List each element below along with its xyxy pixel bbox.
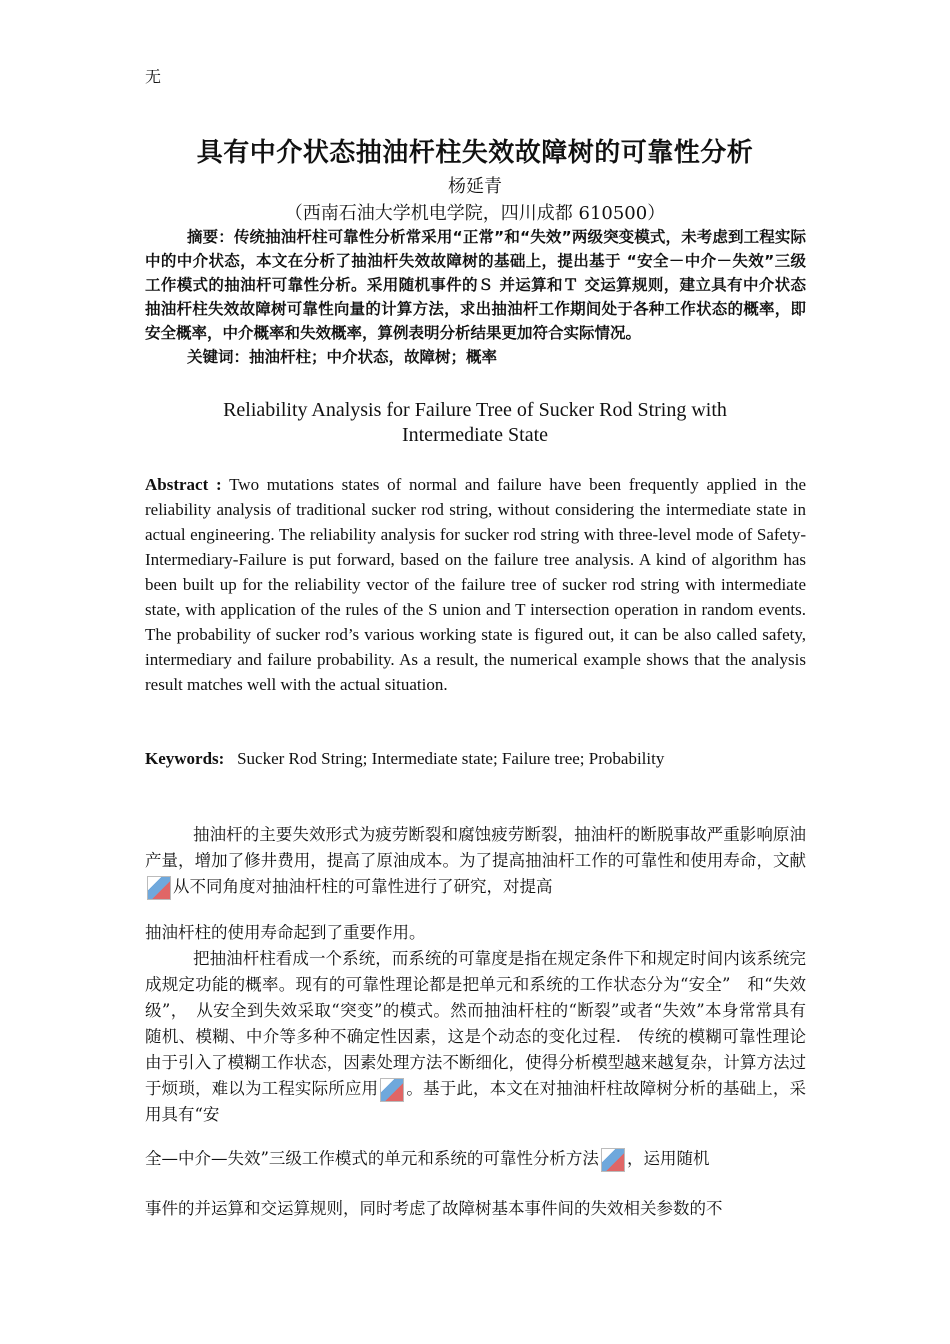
- body-paragraph-1: [145, 822, 806, 900]
- english-abstract: [145, 472, 806, 697]
- header-mark: 无: [145, 67, 162, 86]
- english-abstract-text: Two mutations states of normal and failure have been frequently applied in the reliability analysis of traditional sucker rod string, without considering the intermediate state in actual engineering. The reliability analysis for sucker rod string with three-level mode of Safety-Intermediary-Failure is put forward, based on the failure tree analysis. A kind of algorithm has been built up for the reliability vector of the failure tree of sucker rod string with intermediate state, with application of the rules of the S union and T intersection operation in random events. The probability of sucker rod’s various working state is figured out, it can be also called safety, intermediary and failure probability. As a result, the numerical example shows that the analysis result matches well with the actual situation.: [145, 475, 806, 694]
- body-line: [145, 1146, 806, 1172]
- chinese-abstract: 摘要：传统抽油杆柱可靠性分析常采用“正常”和“失效”两级突变模式，未考虑到工程实际中的中介状态，本文在分析了抽油杆失效故障树的基础上，提出基于 “安全－中介－失效”三级工作模式的抽油杆可靠性分析。采用随机事件的Ｓ 并运算和Ｔ 交运算规则，建立具有中介状态抽油杆柱失效故障树可靠性向量的计算方法，求出抽油杆工作期间处于各种工作状态的概率，即安全概率，中介概率和失效概率，算例表明分析结果更加符合实际情况。: [145, 228, 806, 342]
- body-text: 。基于此，本文在对抽油杆柱故障树分析的基础上，采用具有“安: [145, 1079, 807, 1124]
- body-line: 抽油杆柱的使用寿命起到了重要作用。: [145, 923, 426, 942]
- body-text: 全—中介—失效”三级工作模式的单元和系统的可靠性分析方法: [145, 1149, 599, 1168]
- chinese-abstract-block: [145, 225, 806, 369]
- body-line: 事件的并运算和交运算规则，同时考虑了故障树基本事件间的失效相关参数的不: [145, 1199, 723, 1218]
- english-keywords: [145, 746, 806, 771]
- broken-image-icon: [601, 1148, 625, 1172]
- paper-title: 具有中介状态抽油杆柱失效故障树的可靠性分析: [196, 138, 754, 168]
- affiliation: （西南石油大学机电学院，四川成都 610500）: [284, 203, 666, 224]
- body-text: ，运用随机: [626, 1149, 710, 1168]
- body-text: 从不同角度对抽油杆柱的可靠性进行了研究，对提高: [173, 877, 553, 896]
- english-title-line-1: Reliability Analysis for Failure Tree of Sucker Rod String with: [223, 399, 727, 421]
- chinese-keywords: 关键词：抽油杆柱；中介状态，故障树；概率: [187, 348, 498, 366]
- english-title-line-2: Intermediate State: [401, 424, 549, 446]
- author-name: 杨延青: [448, 176, 502, 197]
- broken-image-icon: [380, 1078, 404, 1102]
- english-keywords-label: Keywords:: [145, 749, 225, 768]
- body-text: 抽油杆的主要失效形式为疲劳断裂和腐蚀疲劳断裂，抽油杆的断脱事故严重影响原油产量，增加了修井费用，提高了原油成本。为了提高抽油杆工作的可靠性和使用寿命，文献: [145, 825, 806, 870]
- body-paragraph-2: [145, 946, 806, 1128]
- broken-image-icon: [147, 876, 171, 900]
- english-title: [0, 398, 950, 448]
- english-abstract-label: Abstract :: [145, 475, 222, 494]
- english-keywords-text: Sucker Rod String; Intermediate state; Failure tree; Probability: [237, 749, 665, 768]
- body-text: 把抽油杆柱看成一个系统，而系统的可靠度是指在规定条件下和规定时间内该系统完成规定功能的概率。现有的可靠性理论都是把单元和系统的工作状态分为“安全” 和“失效级”， 从安全到失效采取“突变”的模式。然而抽油杆柱的“断裂”或者“失效”本身常常具有随机、模糊、中介等多种不确定性因素，这是个动态的变化过程. 传统的模糊可靠性理论由于引入了模糊工作状态，因素处理方法不断细化，使得分析模型越来越复杂，计算方法过于烦琐，难以为工程实际所应用: [145, 949, 806, 1098]
